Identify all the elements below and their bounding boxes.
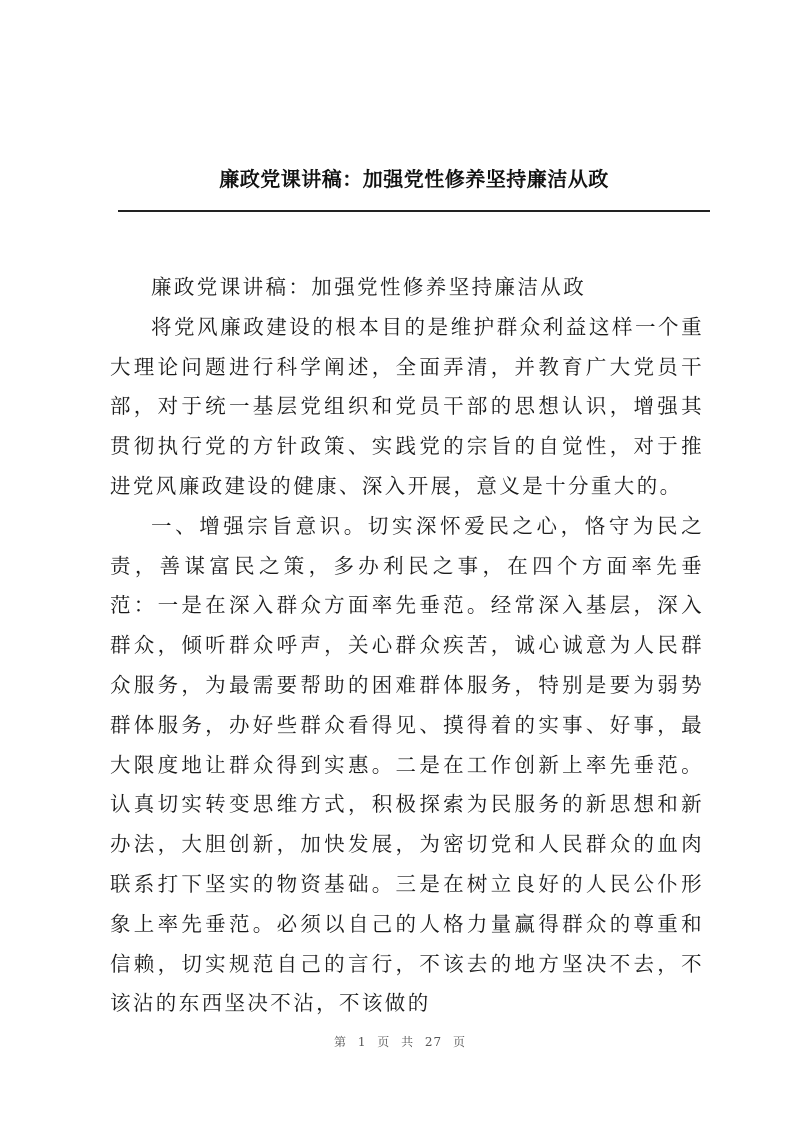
paragraph-section-one: 一、增强宗旨意识。切实深怀爱民之心，恪守为民之责，善谋富民之策，多办利民之事，在四个方面率先垂范：一是在深入群众方面率先垂范。经常深入基层，深入群众，倾听群众呼声，关心群众疾苦，诚心诚意为人民群众服务，为最需要帮助的困难群体服务，特别是要为弱势群体服务，办好些群众看得见、摸得着的实事、好事，最大限度地让群众得到实惠。二是在工作创新上率先垂范。认真切实转变思维方式，积极探索为民服务的新思想和新办法，大胆创新，加快发展，为密切党和人民群众的血肉联系打下坚实的物资基础。三是在树立良好的人民公仆形象上率先垂范。必须以自己的人格力量赢得群众的尊重和信赖，切实规范自己的言行，不该去的地方坚决不去，不该沾的东西坚决不沾，不该做的 [110,513,704,1016]
document-body [110,268,704,1024]
page-footer: 第 1 页 共 27 页 [334,1035,466,1049]
paragraph-intro: 将党风廉政建设的根本目的是维护群众利益这样一个重大理论问题进行科学阐述，全面弄清，并教育广大党员干部，对于统一基层党组织和党员干部的思想认识，增强其贯彻执行党的方针政策、实践党的宗旨的自觉性，对于推进党风廉政建设的健康、深入开展，意义是十分重大的。 [110,314,704,498]
paragraph-subtitle: 廉政党课讲稿：加强党性修养坚持廉洁从政 [151,275,587,299]
title-divider [118,210,710,212]
document-title: 廉政党课讲稿：加强党性修养坚持廉洁从政 [219,167,609,191]
